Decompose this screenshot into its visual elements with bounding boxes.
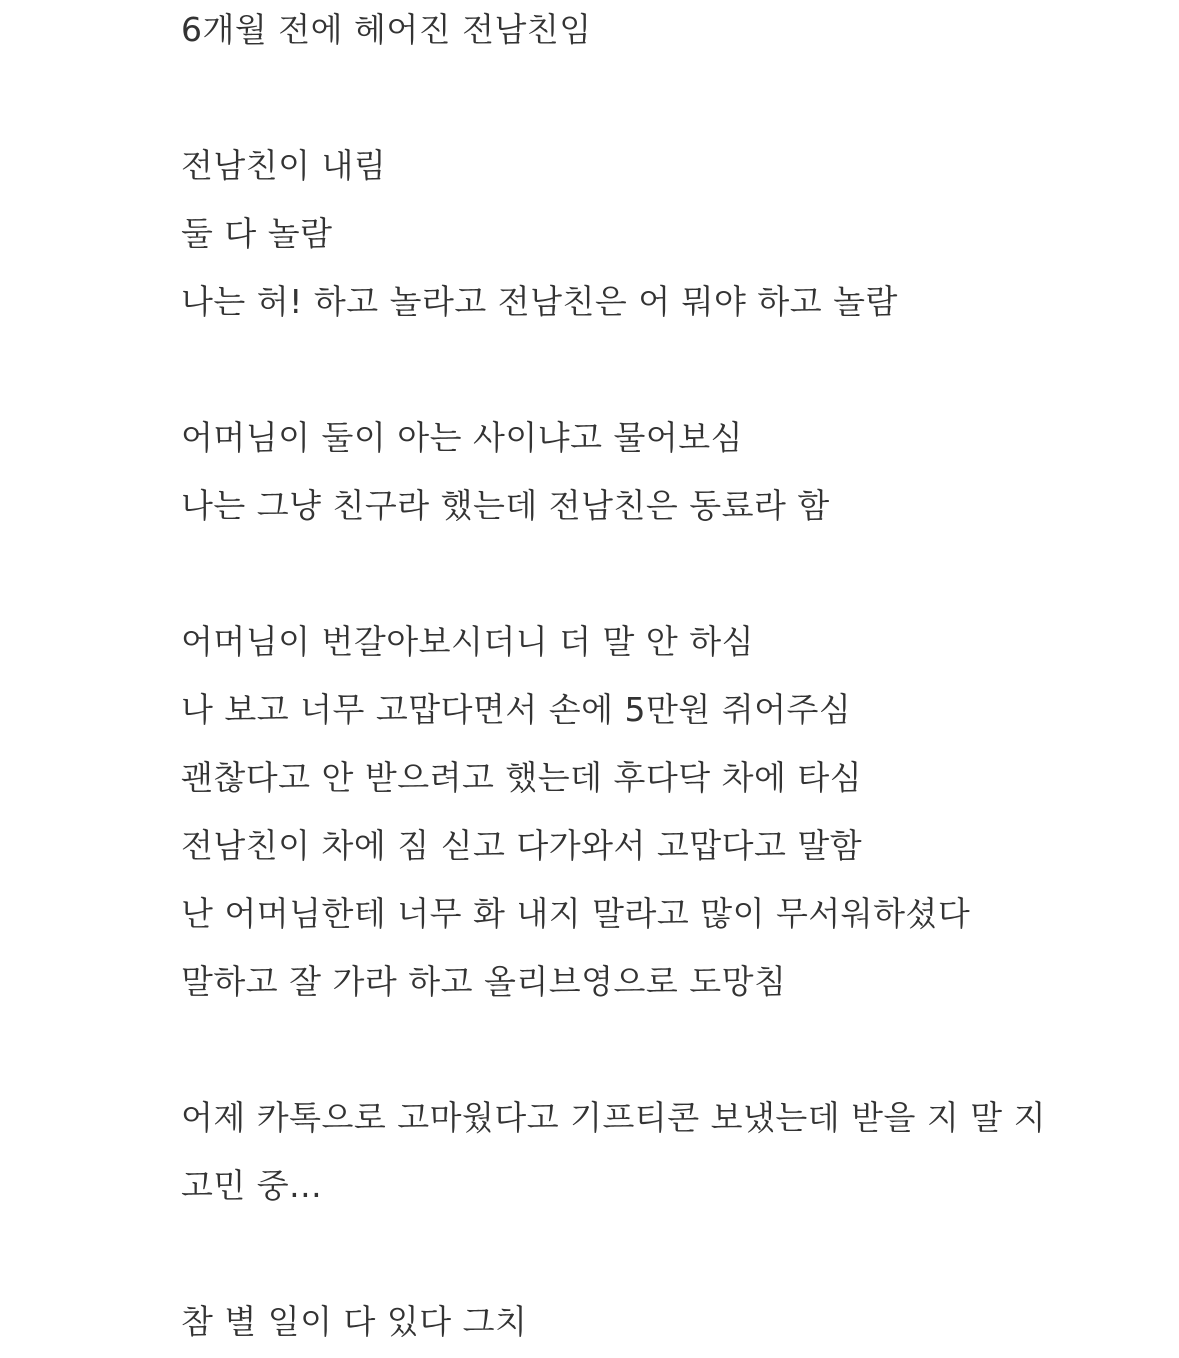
post-line: 어머님이 둘이 아는 사이냐고 물어보심 xyxy=(181,418,744,457)
post-line: 참 별 일이 다 있다 그치 xyxy=(181,1302,528,1341)
post-line: 나 보고 너무 고맙다면서 손에 5만원 쥐어주심 xyxy=(181,690,852,729)
post-line: 전남친이 차에 짐 싣고 다가와서 고맙다고 말함 xyxy=(181,826,863,865)
post-line: 고민 중... xyxy=(181,1166,323,1205)
post-line: 나는 그냥 친구라 했는데 전남친은 동료라 함 xyxy=(181,486,830,525)
post-line: 어제 카톡으로 고마웠다고 기프티콘 보냈는데 받을 지 말 지 xyxy=(181,1098,1046,1137)
post-line: 괜찮다고 안 받으려고 했는데 후다닥 차에 타심 xyxy=(181,758,863,797)
post-line: 6개월 전에 헤어진 전남친임 xyxy=(181,10,592,49)
post-line: 둘 다 놀람 xyxy=(181,214,333,253)
post-line: 나는 허! 하고 놀라고 전남친은 어 뭐야 하고 놀람 xyxy=(181,282,898,321)
post-line: 어머님이 번갈아보시더니 더 말 안 하심 xyxy=(181,622,754,661)
post-line: 말하고 잘 가라 하고 올리브영으로 도망침 xyxy=(181,962,787,1001)
post-line: 난 어머님한테 너무 화 내지 말라고 많이 무서워하셨다 xyxy=(181,894,971,933)
post-line: 전남친이 내림 xyxy=(181,146,387,185)
